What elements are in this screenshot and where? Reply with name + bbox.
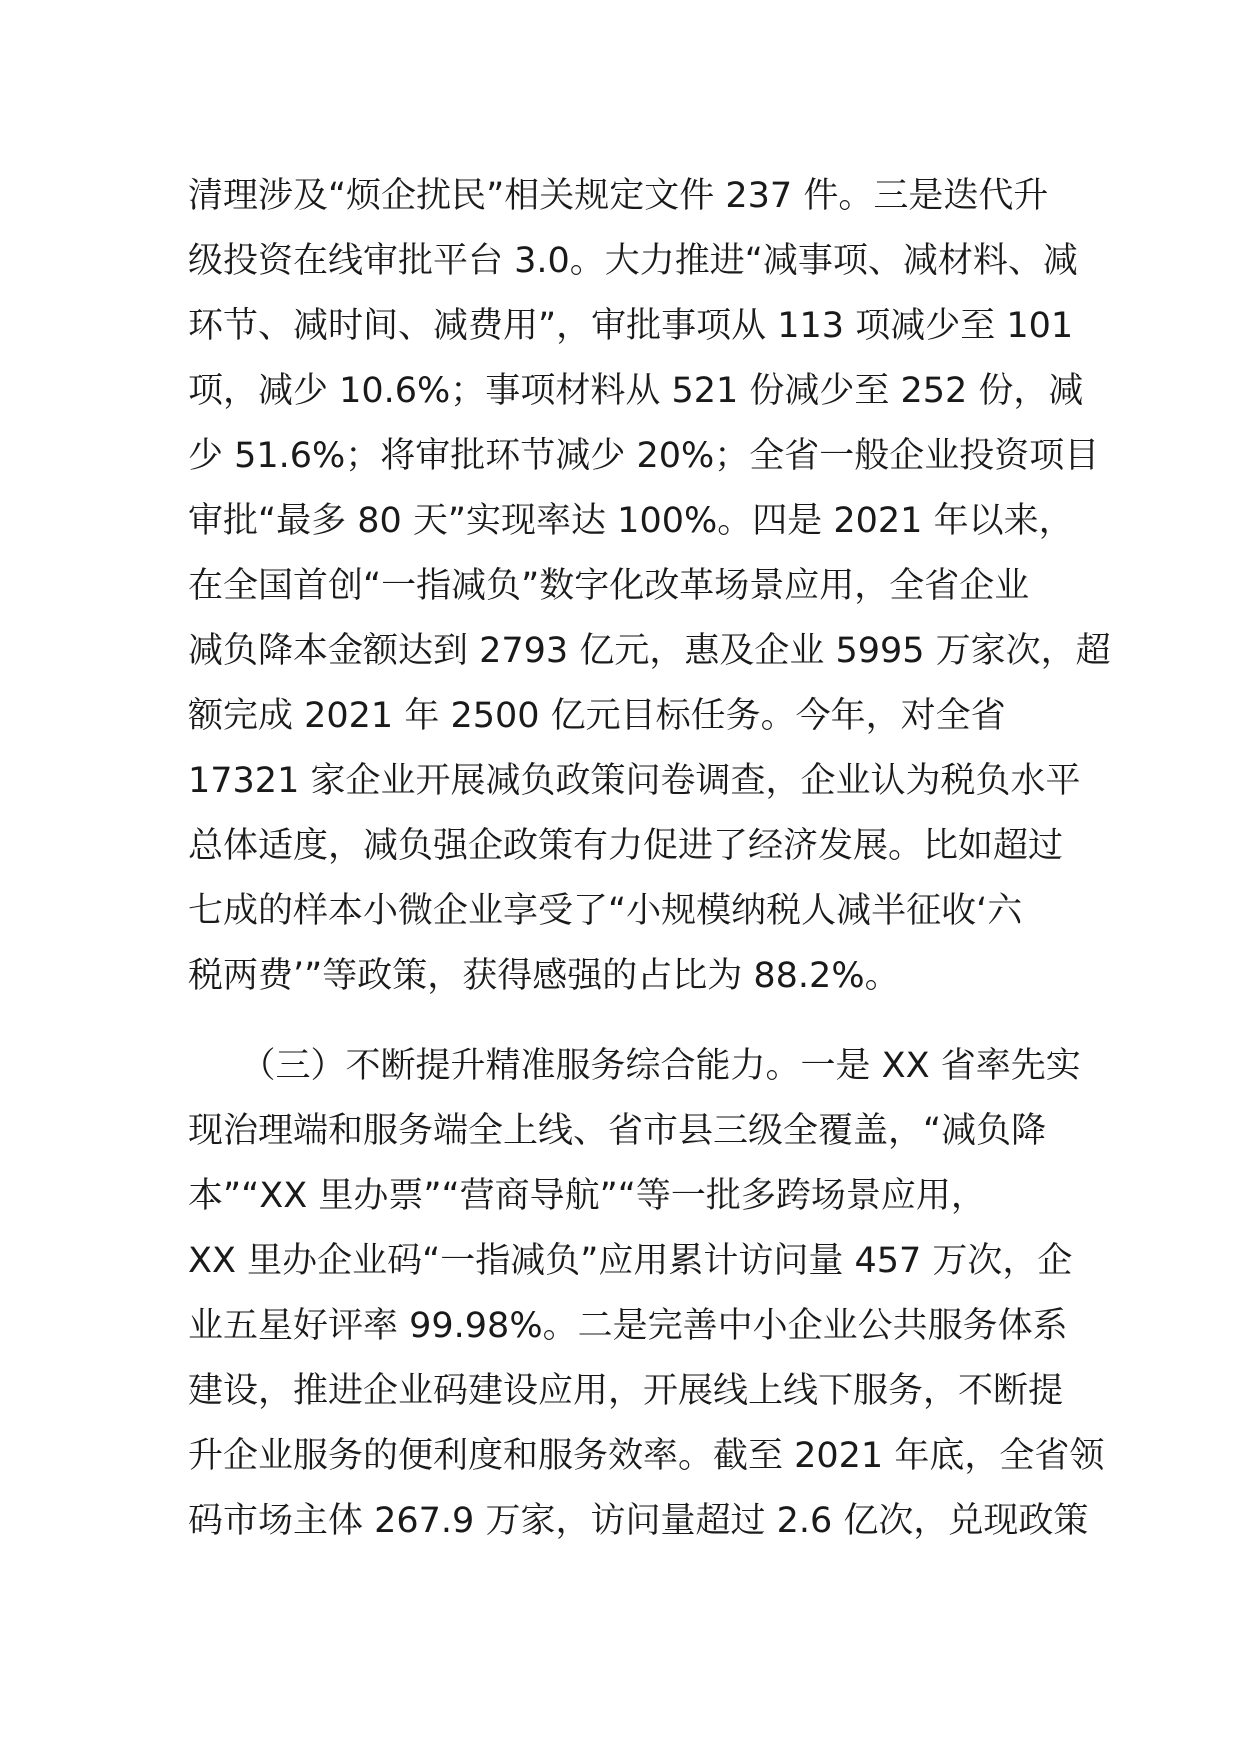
paragraph-2-line: 升企业服务的便利度和服务效率。截至 2021 年底，全省领 [188, 1436, 1105, 1476]
paragraph-2-line: 本”“XX 里办票”“营商导航”“等一批多跨场景应用， [188, 1176, 986, 1216]
paragraph-2-line: 建设，推进企业码建设应用，开展线上线下服务，不断提 [188, 1371, 1064, 1411]
paragraph-1-line: 税两费’”等政策，获得感强的占比为 88.2%。 [188, 956, 900, 996]
paragraph-1-line: 总体适度，减负强企政策有力促进了经济发展。比如超过 [188, 826, 1064, 866]
paragraph-2-line: XX 里办企业码“一指减负”应用累计访问量 457 万次，企 [188, 1241, 1073, 1281]
paragraph-1-line: 环节、减时间、减费用”，审批事项从 113 项减少至 101 [188, 306, 1074, 346]
paragraph-2-line: 业五星好评率 99.98%。二是完善中小企业公共服务体系 [188, 1306, 1068, 1346]
paragraph-1-line: 额完成 2021 年 2500 亿元目标任务。今年，对全省 [188, 696, 1006, 736]
paragraph-1-line: 七成的样本小微企业享受了“小规模纳税人减半征收‘六 [188, 891, 1023, 931]
paragraph-1-line: 减负降本金额达到 2793 亿元，惠及企业 5995 万家次，超 [188, 631, 1111, 671]
paragraph-1-line: 审批“最多 80 天”实现率达 100%。四是 2021 年以来， [188, 501, 1074, 541]
paragraph-2-line: 现治理端和服务端全上线、省市县三级全覆盖，“减负降 [188, 1111, 1047, 1151]
paragraph-1-line: 级投资在线审批平台 3.0。大力推进“减事项、减材料、减 [188, 241, 1078, 281]
paragraph-2-line: 码市场主体 267.9 万家，访问量超过 2.6 亿次，兑现政策 [188, 1501, 1089, 1541]
paragraph-2 [188, 1034, 1105, 1554]
paragraph-1 [188, 164, 1111, 1009]
paragraph-2-line: （三）不断提升精准服务综合能力。一是 XX 省率先实 [188, 1046, 1081, 1086]
paragraph-1-line: 在全国首创“一指减负”数字化改革场景应用，全省企业 [188, 566, 1030, 606]
paragraph-1-line: 少 51.6%；将审批环节减少 20%；全省一般企业投资项目 [188, 436, 1100, 476]
paragraph-1-line: 17321 家企业开展减负政策问卷调查，企业认为税负水平 [188, 761, 1081, 801]
paragraph-1-line: 项，减少 10.6%；事项材料从 521 份减少至 252 份，减 [188, 371, 1084, 411]
paragraph-1-line: 清理涉及“烦企扰民”相关规定文件 237 件。三是迭代升 [188, 176, 1049, 216]
